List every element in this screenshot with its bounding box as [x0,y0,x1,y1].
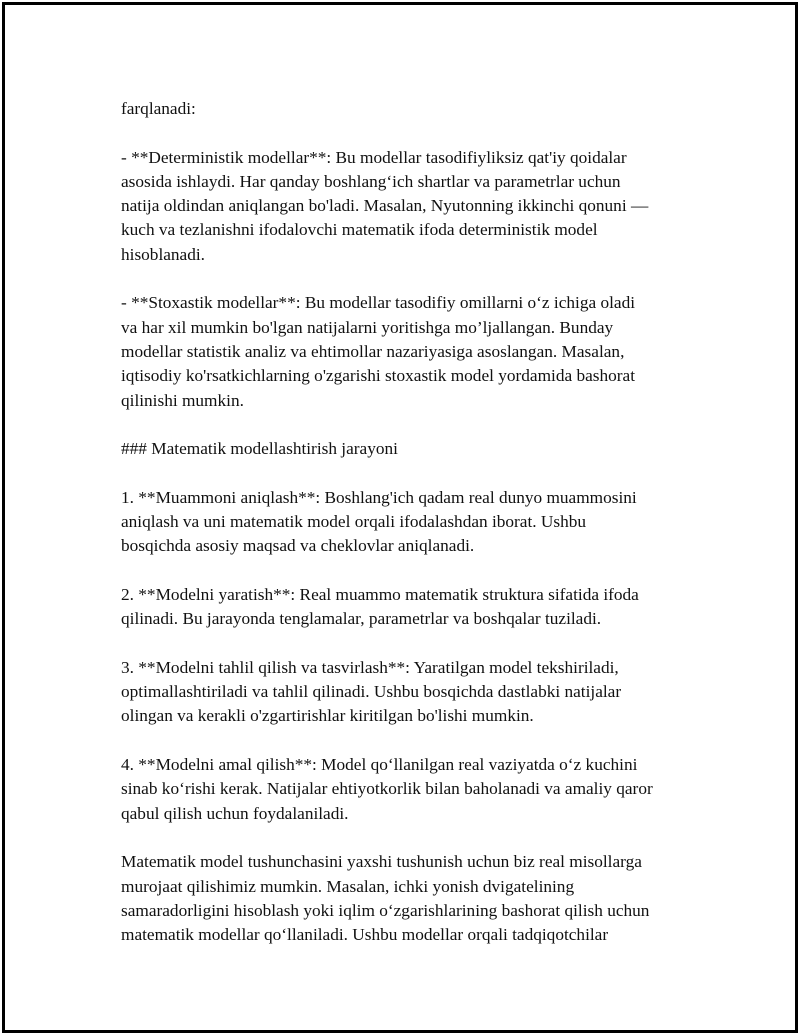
paragraph [121,146,701,267]
text-line: qilinishi mumkin. [121,390,244,410]
text-line: iqtisodiy ko'rsatkichlarning o'zgarishi stoxastik model yordamida bashorat [121,366,636,386]
text-line: kuch va tezlanishni ifodalovchi matematik ifoda deterministik model [121,220,598,240]
text-line: matematik modellar qo‘llaniladi. Ushbu modellar orqali tadqiqotchilar [121,925,609,945]
paragraph [121,97,701,121]
text-line: 1. **Muammoni aniqlash**: Boshlang'ich qadam real dunyo muammosini [121,487,637,507]
text-line: samaradorligini hisoblash yoki iqlim o‘zgarishlarining bashorat qilish uchun [121,900,650,920]
text-line: 4. **Modelni amal qilish**: Model qo‘llanilgan real vaziyatda o‘z kuchini [121,755,638,775]
text-line: natija oldindan aniqlangan bo'ladi. Masalan, Nyutonning ikkinchi qonuni — [121,196,649,216]
text-line: ### Matematik modellashtirish jarayoni [121,439,398,459]
text-line: olingan va kerakli o'zgartirishlar kiritilgan bo'lishi mumkin. [121,706,534,726]
document-body [121,97,701,972]
text-line: modellar statistik analiz va ehtimollar nazariyasiga asoslangan. Masalan, [121,341,625,361]
text-line: Matematik model tushunchasini yaxshi tushunish uchun biz real misollarga [121,852,642,872]
text-line: bosqichda asosiy maqsad va cheklovlar aniqlanadi. [121,536,475,556]
text-line: sinab ko‘rishi kerak. Natijalar ehtiyotkorlik bilan baholanadi va amaliy qaror [121,779,653,799]
text-line: aniqlash va uni matematik model orqali ifodalashdan iborat. Ushbu [121,512,587,532]
paragraph [121,291,701,412]
text-line: murojaat qilishimiz mumkin. Masalan, ichki yonish dvigatelining [121,876,575,896]
text-line: asosida ishlaydi. Har qanday boshlang‘ich shartlar va parametrlar uchun [121,171,621,191]
paragraph [121,437,701,461]
paragraph [121,850,701,947]
text-line: va har xil mumkin bo'lgan natijalarni yoritishga mo’ljallangan. Bunday [121,317,614,337]
text-line: qilinadi. Bu jarayonda tenglamalar, parametrlar va boshqalar tuziladi. [121,609,602,629]
page-frame [2,2,798,1033]
paragraph [121,753,701,826]
paragraph [121,486,701,559]
text-line: farqlanadi: [121,99,196,118]
text-line: 2. **Modelni yaratish**: Real muammo matematik struktura sifatida ifoda [121,584,639,604]
text-line: - **Stoxastik modellar**: Bu modellar tasodifiy omillarni o‘z ichiga oladi [121,293,636,313]
text-line: 3. **Modelni tahlil qilish va tasvirlash**: Yaratilgan model tekshiriladi, [121,657,619,677]
paragraph [121,656,701,729]
paragraph [121,583,701,632]
text-line: optimallashtiriladi va tahlil qilinadi. Ushbu bosqichda dastlabki natijalar [121,682,622,702]
text-line: - **Deterministik modellar**: Bu modellar tasodifiyliksiz qat'iy qoidalar [121,147,627,167]
text-line: qabul qilish uchun foydalaniladi. [121,803,349,823]
text-line: hisoblanadi. [121,244,205,264]
